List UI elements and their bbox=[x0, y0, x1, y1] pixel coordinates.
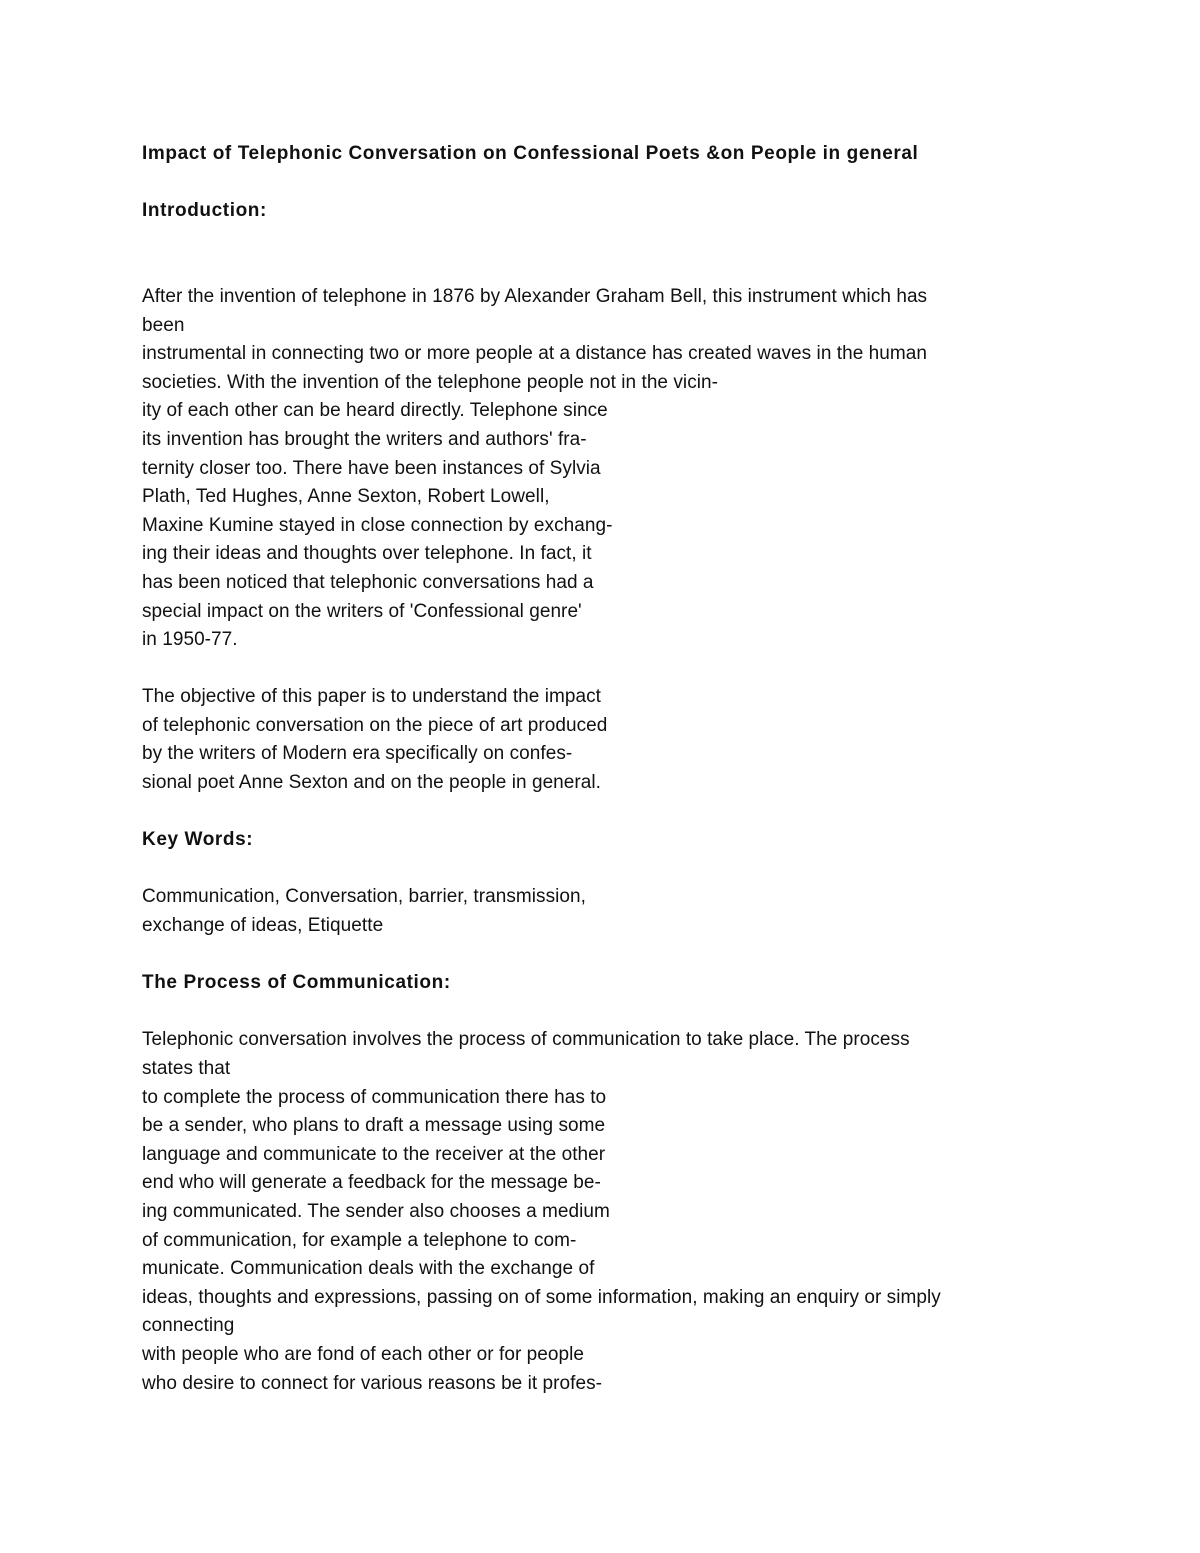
text-line: ing communicated. The sender also chooses a medium bbox=[142, 1200, 610, 1222]
spacer bbox=[142, 941, 1062, 970]
text-line: sional poet Anne Sexton and on the people in general. bbox=[142, 772, 602, 794]
text-line: be a sender, who plans to draft a message using some bbox=[142, 1115, 606, 1137]
text-line: exchange of ideas, Etiquette bbox=[142, 915, 384, 937]
text-line: of telephonic conversation on the piece of art produced bbox=[142, 714, 608, 736]
introduction-paragraph bbox=[142, 283, 1062, 655]
process-paragraph bbox=[142, 1026, 1062, 1398]
spacer bbox=[142, 655, 1062, 684]
text-line: Telephonic conversation involves the process of communication to take place. The process bbox=[142, 1029, 910, 1051]
text-line: ternity closer too. There have been instances of Sylvia bbox=[142, 457, 601, 479]
text-line: instrumental in connecting two or more people at a distance has created waves in the human bbox=[142, 343, 928, 365]
text-line: Plath, Ted Hughes, Anne Sexton, Robert Lowell, bbox=[142, 486, 550, 508]
spacer bbox=[142, 226, 1062, 255]
text-line: who desire to connect for various reasons be it profes- bbox=[142, 1372, 603, 1394]
objective-paragraph bbox=[142, 683, 1062, 797]
text-line: of communication, for example a telephone to com- bbox=[142, 1229, 577, 1251]
text-line: ity of each other can be heard directly. Telephone since bbox=[142, 400, 608, 422]
introduction-heading: Introduction: bbox=[142, 200, 267, 222]
text-line: connecting bbox=[142, 1315, 235, 1337]
text-line: ideas, thoughts and expressions, passing on of some information, making an enquiry or simply bbox=[142, 1286, 941, 1308]
document-title: Impact of Telephonic Conversation on Confessional Poets &on People in general bbox=[142, 143, 919, 164]
text-line: with people who are fond of each other or for people bbox=[142, 1343, 585, 1365]
text-line: by the writers of Modern era specifically on confes- bbox=[142, 743, 573, 765]
text-line: The objective of this paper is to understand the impact bbox=[142, 686, 602, 708]
text-line: Maxine Kumine stayed in close connection by exchang- bbox=[142, 514, 613, 536]
spacer bbox=[142, 855, 1062, 884]
text-line: societies. With the invention of the telephone people not in the vicin- bbox=[142, 371, 719, 393]
spacer bbox=[142, 998, 1062, 1027]
spacer bbox=[142, 254, 1062, 283]
text-line: been bbox=[142, 314, 185, 336]
text-line: to complete the process of communication there has to bbox=[142, 1086, 607, 1108]
process-heading: The Process of Communication: bbox=[142, 972, 451, 994]
text-line: states that bbox=[142, 1058, 231, 1079]
keywords-paragraph bbox=[142, 883, 1062, 940]
text-line: Communication, Conversation, barrier, transmission, bbox=[142, 886, 586, 908]
text-line: ing their ideas and thoughts over telephone. In fact, it bbox=[142, 543, 592, 565]
text-line: special impact on the writers of 'Confessional genre' bbox=[142, 600, 582, 622]
text-line: in 1950-77. bbox=[142, 629, 238, 651]
spacer bbox=[142, 798, 1062, 827]
text-line: After the invention of telephone in 1876 by Alexander Graham Bell, this instrument which has bbox=[142, 285, 928, 307]
document-page bbox=[142, 140, 1062, 1398]
keywords-heading: Key Words: bbox=[142, 829, 254, 851]
text-line: language and communicate to the receiver at the other bbox=[142, 1143, 606, 1165]
text-line: has been noticed that telephonic conversations had a bbox=[142, 571, 594, 593]
text-line: end who will generate a feedback for the message be- bbox=[142, 1172, 601, 1194]
text-line: its invention has brought the writers and authors' fra- bbox=[142, 428, 587, 450]
text-line: municate. Communication deals with the exchange of bbox=[142, 1258, 595, 1280]
spacer bbox=[142, 169, 1062, 198]
